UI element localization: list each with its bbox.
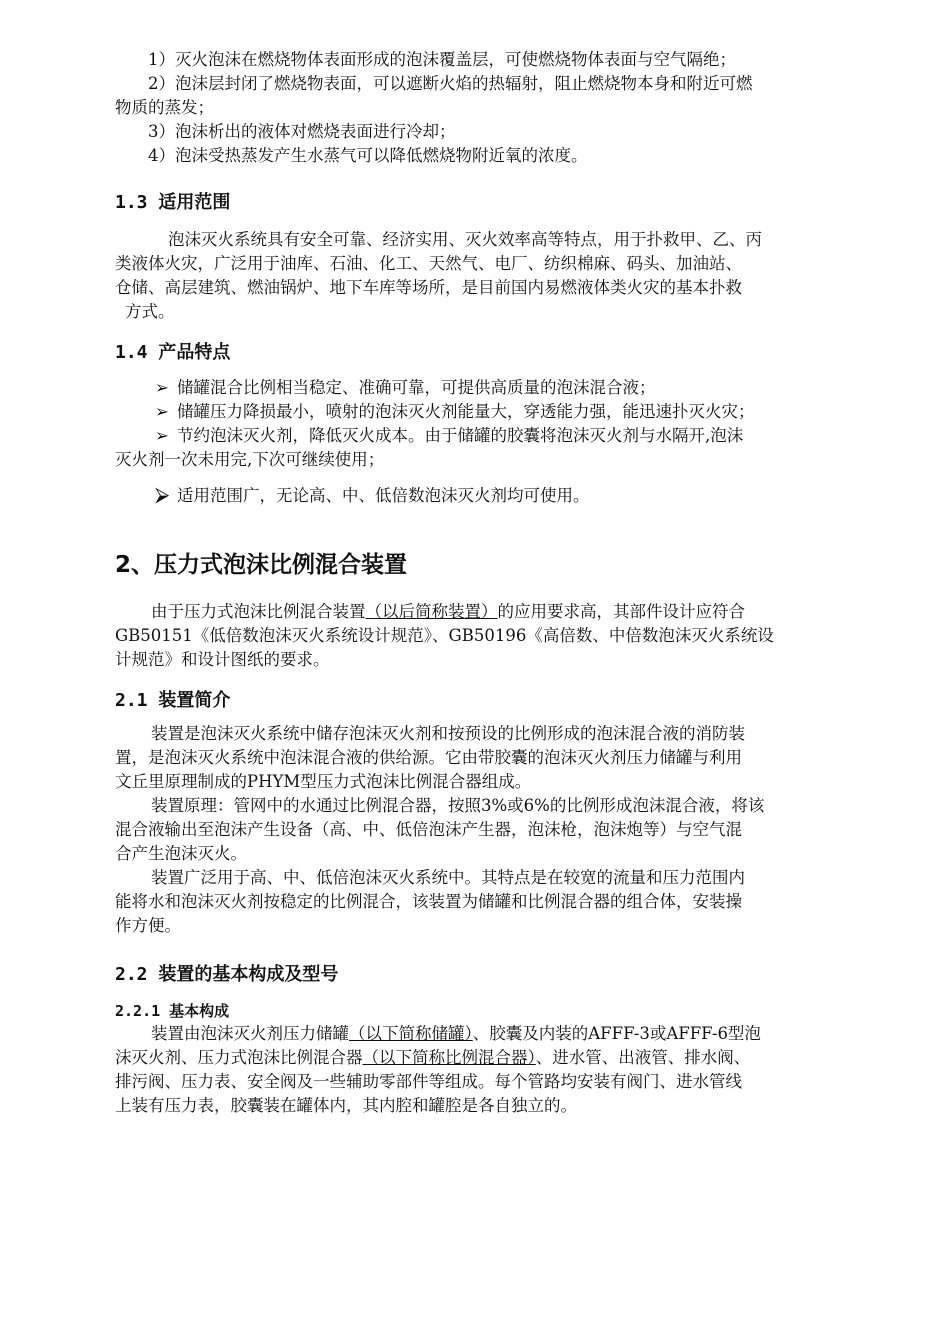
paragraph-line bbox=[115, 600, 857, 624]
paragraph-line: 方式。 bbox=[125, 302, 175, 321]
intro-list bbox=[115, 48, 857, 168]
paragraph-line: 装置原理：管网中的水通过比例混合器，按照3%或6%的比例形成泡沫混合液，将该 bbox=[151, 796, 765, 815]
intro-item-2: 2）泡沫层封闭了燃烧物表面，可以遮断火焰的热辐射，阻止燃烧物本身和附近可燃 bbox=[148, 74, 753, 93]
underlined-note: （以后简称装置） bbox=[365, 602, 498, 621]
text-run: 、进水管、出液管、排水阀、 bbox=[535, 1048, 751, 1067]
text-run: 的应用要求高，其部件设计应符合 bbox=[497, 602, 745, 621]
text-run: 、胶囊及内装的AFFF-3或AFFF-6型泡 bbox=[472, 1024, 761, 1043]
paragraph-line: 排污阀、压力表、安全阀及一些辅助零部件等组成。每个管路均安装有阀门、进水管线 bbox=[115, 1072, 742, 1091]
text-run: 装置由泡沫灭火剂压力储罐 bbox=[151, 1024, 349, 1043]
arrow-bullet-icon: ➢ bbox=[155, 402, 169, 421]
arrow-bullet-icon: ⮚ bbox=[155, 482, 170, 506]
paragraph-line bbox=[115, 1022, 857, 1046]
feature-text: 节约泡沫灭火剂，降低灭火成本。由于储罐的胶囊将泡沫灭火剂与水隔开,泡沫 bbox=[177, 426, 744, 445]
paragraph-line: 计规范》和设计图纸的要求。 bbox=[115, 650, 330, 669]
intro-item-1: 1）灭火泡沫在燃烧物体表面形成的泡沫覆盖层，可使燃烧物体表面与空气隔绝； bbox=[148, 50, 736, 69]
paragraph-line: 作方便。 bbox=[115, 916, 181, 935]
paragraph-line: 装置广泛用于高、中、低倍泡沫灭火系统中。其特点是在较宽的流量和压力范围内 bbox=[151, 868, 745, 887]
intro-item-3: 3）泡沫析出的液体对燃烧表面进行冷却； bbox=[148, 122, 456, 141]
paragraph-line: 置，是泡沫灭火系统中泡沫混合液的供给源。它由带胶囊的泡沫灭火剂压力储罐与利用 bbox=[115, 748, 742, 767]
underlined-note: （以下简称比例混合器） bbox=[362, 1048, 536, 1067]
paragraph-line: 能将水和泡沫灭火剂按稳定的比例混合，该装置为储罐和比例混合器的组合体，安装操 bbox=[115, 892, 742, 911]
arrow-bullet-icon: ➢ bbox=[155, 378, 169, 397]
paragraph-line: 合产生泡沫灭火。 bbox=[115, 844, 247, 863]
feature-text: 适用范围广，无论高、中、低倍数泡沫灭火剂均可使用。 bbox=[177, 486, 590, 505]
section-2-body bbox=[115, 600, 857, 672]
paragraph-line: 上装有压力表，胶囊装在罐体内，其内腔和罐腔是各自独立的。 bbox=[115, 1096, 577, 1115]
section-1-3-heading: 1.3 适用范围 bbox=[115, 192, 231, 213]
feature-text: 储罐混合比例相当稳定、准确可靠，可提供高质量的泡沫混合液； bbox=[177, 378, 656, 397]
paragraph-line: 泡沫灭火系统具有安全可靠、经济实用、灭火效率高等特点，用于扑救甲、乙、丙 bbox=[168, 230, 762, 249]
paragraph-line: 装置是泡沫灭火系统中储存泡沫灭火剂和按预设的比例形成的泡沫混合液的消防装 bbox=[151, 724, 745, 743]
section-2-2-1-body bbox=[115, 1022, 857, 1118]
paragraph-line: 混合液输出至泡沫产生设备（高、中、低倍泡沫产生器，泡沫枪，泡沫炮等）与空气混 bbox=[115, 820, 742, 839]
feature-item bbox=[115, 376, 857, 400]
section-1-3-body bbox=[115, 228, 857, 324]
section-2-2-heading: 2.2 装置的基本构成及型号 bbox=[115, 964, 339, 985]
text-run: 沫灭火剂、压力式泡沫比例混合器 bbox=[115, 1048, 363, 1067]
paragraph-line: 文丘里原理制成的PHYM型压力式泡沫比例混合器组成。 bbox=[115, 772, 532, 791]
paragraph-line: GB50151《低倍数泡沫灭火系统设计规范》、GB50196《高倍数、中倍数泡沫灭火系统设 bbox=[115, 626, 774, 645]
paragraph-line bbox=[115, 1046, 857, 1070]
feature-text-cont: 灭火剂一次未用完,下次可继续使用； bbox=[115, 450, 385, 469]
feature-list bbox=[115, 376, 857, 508]
paragraph-line: 类液体火灾，广泛用于油库、石油、化工、天然气、电厂、纺织棉麻、码头、加油站、 bbox=[115, 254, 742, 273]
feature-text: 储罐压力降损最小，喷射的泡沫灭火剂能量大，穿透能力强，能迅速扑灭火灾； bbox=[177, 402, 755, 421]
intro-item-2-cont: 物质的蒸发； bbox=[115, 98, 214, 117]
text-run: 由于压力式泡沫比例混合装置 bbox=[151, 602, 366, 621]
feature-item bbox=[115, 482, 857, 508]
section-2-2-1-heading: 2.2.1 基本构成 bbox=[115, 1002, 230, 1020]
intro-item-4: 4）泡沫受热蒸发产生水蒸气可以降低燃烧物附近氧的浓度。 bbox=[148, 146, 588, 165]
section-2-1-body bbox=[115, 722, 857, 938]
arrow-bullet-icon: ➢ bbox=[155, 426, 169, 445]
feature-item bbox=[115, 424, 857, 448]
section-2-heading: 2、压力式泡沫比例混合装置 bbox=[115, 552, 408, 578]
paragraph-line: 仓储、高层建筑、燃油锅炉、地下车库等场所，是目前国内易燃液体类火灾的基本扑救 bbox=[115, 278, 742, 297]
section-2-1-heading: 2.1 装置简介 bbox=[115, 690, 231, 711]
underlined-note: （以下简称储罐） bbox=[349, 1024, 473, 1043]
section-1-4-heading: 1.4 产品特点 bbox=[115, 342, 231, 363]
feature-item bbox=[115, 400, 857, 424]
